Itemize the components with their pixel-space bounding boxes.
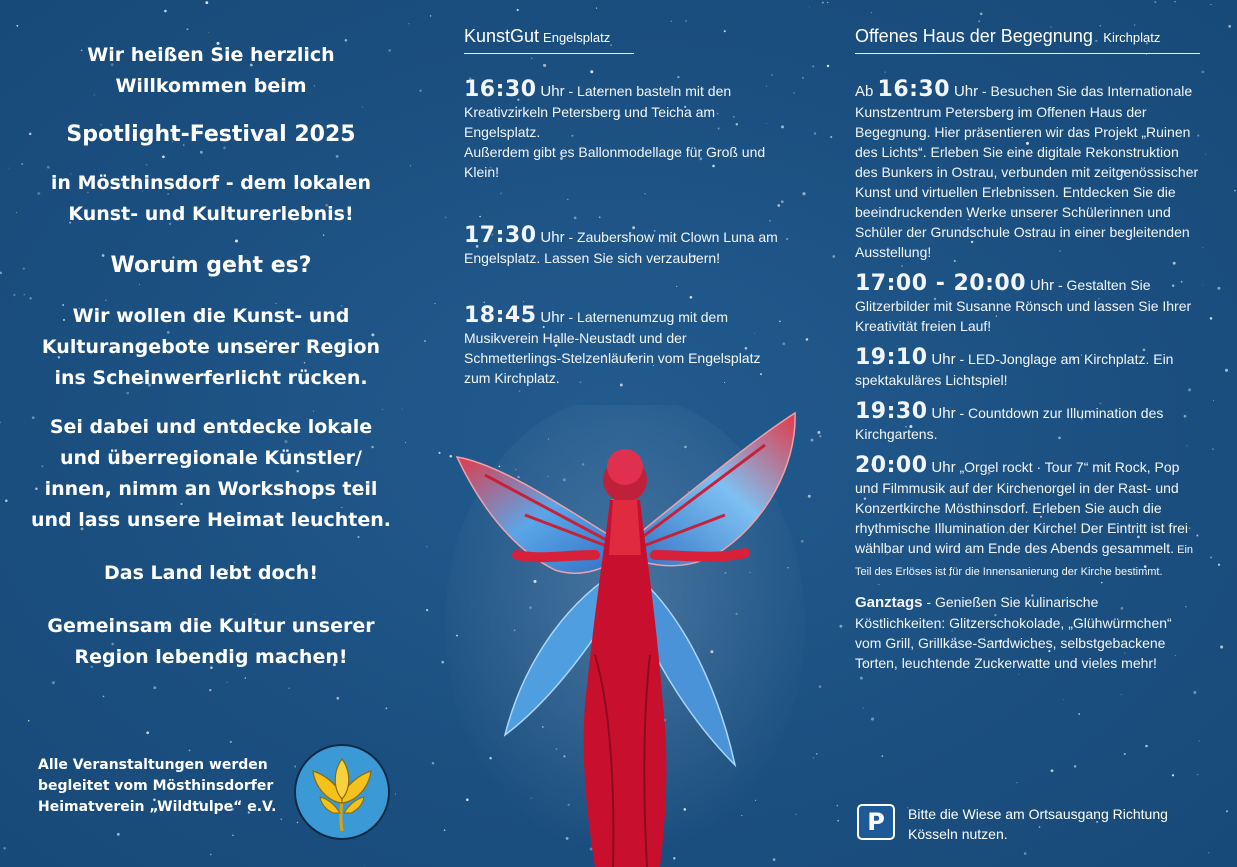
allday-text: - Genießen Sie kulinarische Köstlichkeiten: Glitzerschokolade, „Glühwürmchen“ vom Grill, Grillkäse-Sandwiches, selbstgebackene Torten, leuchtende Zuckerwatte und vieles mehr! <box>855 594 1172 671</box>
kunstgut-place: Engelsplatz <box>543 30 611 45</box>
event-1930 <box>855 399 1205 444</box>
together-line-2: Region lebendig machen! <box>74 646 348 668</box>
welcome-line-2: Willkommen beim <box>115 75 307 97</box>
begegnung-panel <box>855 26 1205 673</box>
location-line-1: in Mösthinsdorf - dem lokalen <box>50 172 372 194</box>
event-1630 <box>464 77 794 182</box>
festival-title: Spotlight-Festival 2025 <box>66 122 356 147</box>
event-time: 16:30 <box>877 77 951 102</box>
event-2000 <box>855 453 1205 582</box>
event-uhr: Uhr <box>953 83 979 100</box>
event-ab-1630 <box>855 77 1205 262</box>
kunstgut-header <box>464 26 634 54</box>
kunstgut-title: KunstGut <box>464 26 540 46</box>
association-note <box>38 755 298 818</box>
intro-panel <box>20 40 402 673</box>
event-1730 <box>464 223 794 268</box>
join-line-3: innen, nimm an Workshops teil <box>44 478 378 500</box>
event-time: 16:30 <box>464 77 537 102</box>
event-time: 19:10 <box>855 345 928 370</box>
event-time: 18:45 <box>464 303 537 328</box>
event-1700-2000 <box>855 271 1195 336</box>
event-1910 <box>855 345 1200 390</box>
event-uhr: Uhr <box>931 351 956 368</box>
location-line-2: Kunst- und Kulturerlebnis! <box>68 203 354 225</box>
event-note: Ein Teil des Erlöses ist für die Innensanierung der Kirche bestimmt. <box>855 544 1194 578</box>
event-text: - Countdown zur Illumination des Kirchgartens. <box>855 405 1164 442</box>
event-time: 19:30 <box>855 399 928 424</box>
together-line-1: Gemeinsam die Kultur unserer <box>47 615 375 637</box>
event-text: „Orgel rockt · Tour 7“ mit Rock, Pop und Filmmusik auf der Kirchenorgel in der Rast- und Konzertkirche Mösthinsdorf. Erleben Sie auch die rhythmische Illumination der Kirche! Der Eintritt ist frei wählbar und wird am Ende des Abends gesammelt. <box>855 459 1188 556</box>
event-text: - Gestalten Sie Glitzerbilder mit Susanne Rönsch und lassen Sie Ihrer Kreativität freien Lauf! <box>855 277 1192 334</box>
event-uhr: Uhr <box>540 309 565 326</box>
event-text: - Besuchen Sie das Internationale Kunstzentrum Petersberg im Offenen Haus der Begegnung. Hier präsentieren wir das Projekt „Ruinen des Lichts“. Erleben Sie eine digitale Rekonstruktion des Bunkers in Ostrau, verbunden mit zeitgenössischer Kunst und virtuellen Erlebnissen. Entdecken Sie die beeindruckenden Werke unserer Schülerinnen und Schüler der Grundschule Ostrau in einer begleitenden Ausstellung! <box>855 83 1199 260</box>
event-uhr: Uhr <box>540 229 565 246</box>
event-uhr: Uhr <box>931 405 956 422</box>
welcome-line-1: Wir heißen Sie herzlich <box>87 44 335 66</box>
association-note-line-3: Heimatverein „Wildtulpe“ e.V. <box>38 799 277 815</box>
event-text: - Zaubershow mit Clown Luna am Engelsplatz. Lassen Sie sich verzaubern! <box>464 229 778 266</box>
event-uhr: Uhr <box>540 83 565 100</box>
aim-line-3: ins Scheinwerferlicht rücken. <box>54 367 368 389</box>
allday-info <box>855 592 1175 673</box>
event-prefix: Ab <box>855 83 878 100</box>
slogan: Das Land lebt doch! <box>104 562 318 584</box>
allday-label: Ganztags <box>855 594 923 611</box>
join-line-1: Sei dabei und entdecke lokale <box>49 416 373 438</box>
association-note-line-2: begleitet vom Mösthinsdorfer <box>38 778 274 794</box>
aim-line-1: Wir wollen die Kunst- und <box>72 305 350 327</box>
event-uhr: Uhr <box>1029 277 1055 294</box>
event-text: - Laternen basteln mit den Kreativzirkeln Petersberg und Teicha am Engelsplatz. <box>464 83 732 140</box>
join-line-2: und überregionale Künstler/ <box>60 447 362 469</box>
parking-text: Bitte die Wiese am Ortsausgang Richtung Kösseln nutzen. <box>908 806 1168 842</box>
event-time: 17:00 - 20:00 <box>855 271 1027 296</box>
butterfly-stilt-walker-illustration <box>445 405 805 867</box>
event-text: - LED-Jonglage am Kirchplatz. Ein spektakuläres Lichtspiel! <box>855 351 1174 388</box>
join-line-4: und lass unsere Heimat leuchten. <box>31 509 391 531</box>
association-note-line-1: Alle Veranstaltungen werden <box>38 757 268 773</box>
question-heading: Worum geht es? <box>110 253 312 278</box>
event-time: 17:30 <box>464 223 537 248</box>
aim-line-2: Kulturangebote unserer Region <box>41 336 381 358</box>
parking-icon: P <box>857 804 895 840</box>
event-extra: Außerdem gibt es Ballonmodellage für Groß und Klein! <box>464 144 766 180</box>
begegnung-place: Kirchplatz <box>1103 30 1161 45</box>
begegnung-header <box>855 26 1200 54</box>
kunstgut-panel <box>464 26 804 388</box>
event-1845 <box>464 303 764 388</box>
event-text: - Laternenumzug mit dem Musikverein Halle-Neustadt und der Schmetterlings-Stelzenläuferin vom Engelsplatz zum Kirchplatz. <box>464 309 761 386</box>
event-time: 20:00 <box>855 453 928 478</box>
event-uhr: Uhr <box>931 459 956 476</box>
tulip-logo-icon <box>293 743 391 841</box>
begegnung-title: Offenes Haus der Begegnung <box>855 26 1093 46</box>
